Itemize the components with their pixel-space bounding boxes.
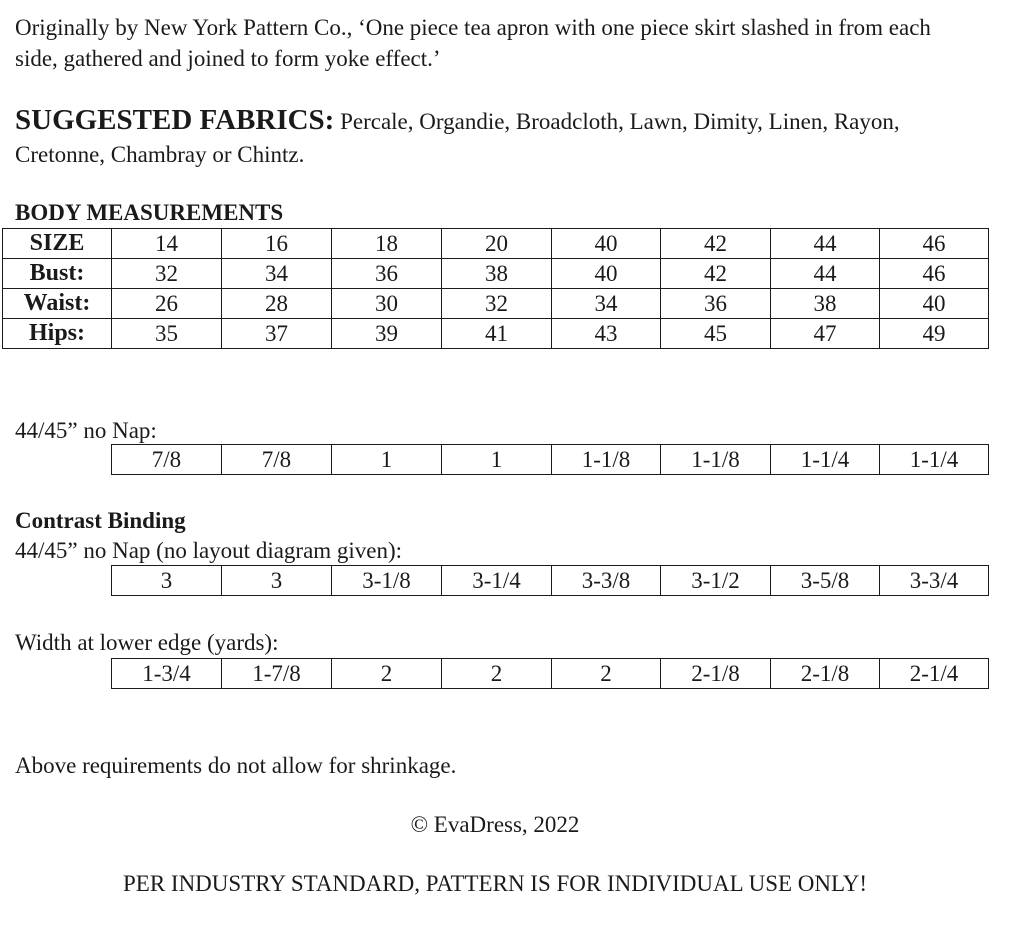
table-cell: 44 [771, 259, 880, 289]
table-cell: 34 [552, 289, 661, 319]
table-cell: 3 [222, 566, 332, 596]
lower-edge-table [111, 658, 989, 689]
table-cell: 7/8 [112, 445, 222, 475]
table-row [3, 289, 989, 319]
table-cell: 32 [112, 259, 222, 289]
contrast-binding-table [111, 565, 989, 596]
table-cell: 49 [880, 319, 989, 349]
table-cell: 2 [332, 659, 442, 689]
table-cell: 26 [112, 289, 222, 319]
table-cell: 3-1/8 [332, 566, 442, 596]
table-cell: 42 [661, 259, 771, 289]
table-cell: 18 [332, 229, 442, 259]
table-cell: 46 [880, 259, 989, 289]
row-label-waist: Waist: [3, 289, 112, 319]
shrinkage-note: Above requirements do not allow for shrinkage. [15, 753, 457, 778]
fabrics-list: Percale, Organdie, Broadcloth, Lawn, Dimity, Linen, Rayon, Cretonne, Chambray or Chintz. [15, 109, 900, 167]
table-row [112, 659, 989, 689]
intro-paragraph: Originally by New York Pattern Co., ‘One piece tea apron with one piece skirt slashed in from each side, gathered and joined to form yoke effect.’ [15, 15, 931, 71]
table-cell: 46 [880, 229, 989, 259]
table-cell: 37 [222, 319, 332, 349]
table-cell: 40 [552, 229, 661, 259]
table-row [3, 259, 989, 289]
table-cell: 36 [332, 259, 442, 289]
use-notice: PER INDUSTRY STANDARD, PATTERN IS FOR INDIVIDUAL USE ONLY! [122, 871, 868, 896]
table-cell: 38 [771, 289, 880, 319]
table-cell: 3-1/2 [661, 566, 771, 596]
table-cell: 40 [552, 259, 661, 289]
table-cell: 1 [442, 445, 552, 475]
table-cell: 32 [442, 289, 552, 319]
table-cell: 45 [661, 319, 771, 349]
no-nap-label: 44/45” no Nap: [15, 418, 157, 443]
copyright-line: © EvaDress, 2022 [410, 812, 580, 837]
table-cell: 2-1/4 [880, 659, 989, 689]
table-cell: 41 [442, 319, 552, 349]
table-cell: 3 [112, 566, 222, 596]
table-row [3, 229, 989, 259]
table-row [112, 566, 989, 596]
table-cell: 16 [222, 229, 332, 259]
table-cell: 43 [552, 319, 661, 349]
table-cell: 3-3/4 [880, 566, 989, 596]
table-cell: 36 [661, 289, 771, 319]
table-cell: 14 [112, 229, 222, 259]
table-cell: 3-5/8 [771, 566, 880, 596]
table-cell: 30 [332, 289, 442, 319]
table-cell: 34 [222, 259, 332, 289]
body-measurements-title: BODY MEASUREMENTS [15, 200, 284, 225]
table-cell: 42 [661, 229, 771, 259]
table-cell: 2 [552, 659, 661, 689]
body-measurements-rows [3, 229, 989, 349]
contrast-binding-title: Contrast Binding [15, 508, 186, 533]
table-cell: 2-1/8 [661, 659, 771, 689]
fabrics-heading: SUGGESTED FABRICS: [15, 104, 335, 136]
table-cell: 1-3/4 [112, 659, 222, 689]
table-cell: 1-1/8 [661, 445, 771, 475]
table-cell: 38 [442, 259, 552, 289]
table-cell: 20 [442, 229, 552, 259]
table-cell: 47 [771, 319, 880, 349]
table-cell: 3-3/8 [552, 566, 661, 596]
table-cell: 3-1/4 [442, 566, 552, 596]
table-cell: 40 [880, 289, 989, 319]
table-row [112, 445, 989, 475]
table-cell: 1-1/8 [552, 445, 661, 475]
table-cell: 44 [771, 229, 880, 259]
table-cell: 7/8 [222, 445, 332, 475]
table-cell: 2 [442, 659, 552, 689]
row-label-bust: Bust: [3, 259, 112, 289]
suggested-fabrics [15, 104, 975, 171]
table-row [3, 319, 989, 349]
table-cell: 1-1/4 [880, 445, 989, 475]
table-cell: 1-1/4 [771, 445, 880, 475]
row-label-hips: Hips: [3, 319, 112, 349]
table-cell: 39 [332, 319, 442, 349]
table-cell: 35 [112, 319, 222, 349]
table-cell: 1 [332, 445, 442, 475]
lower-edge-label: Width at lower edge (yards): [15, 630, 279, 655]
no-nap-table [111, 444, 989, 475]
table-cell: 2-1/8 [771, 659, 880, 689]
table-cell: 28 [222, 289, 332, 319]
contrast-binding-label: 44/45” no Nap (no layout diagram given): [15, 538, 403, 563]
table-cell: 1-7/8 [222, 659, 332, 689]
body-measurements-table [2, 228, 989, 349]
row-label-size: SIZE [3, 229, 112, 259]
